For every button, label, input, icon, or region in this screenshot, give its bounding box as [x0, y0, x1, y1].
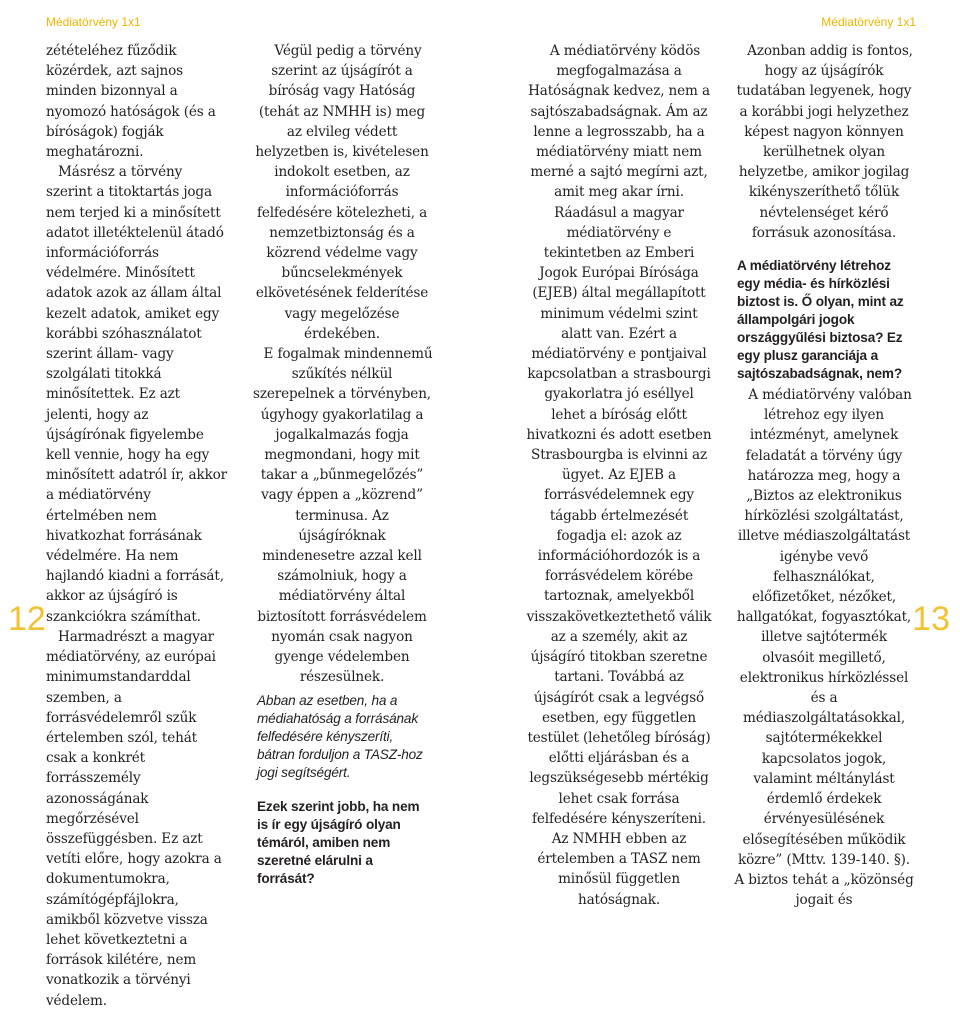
page-number-right: 13: [912, 600, 950, 638]
column-3: [526, 41, 712, 910]
running-head-right: Médiatörvény 1x1: [821, 15, 916, 29]
paragraph: E fogalmak mindennemű szűkítés nélkül szerepelnek a törvényben, úgyhogy gyakorlatilag a jogalkalmazás fogja megmondani, hogy mit takar a „bűnmegelőzés” vagy éppen a „közrend” terminusa. Az újságíróknak mindenesetre azzal kell számolniuk, hogy a médiatörvény által biztosított forrásvédelem nyomán csak nagyon gyenge védelemben részesülnek.: [253, 346, 433, 686]
running-head-left: Médiatörvény 1x1: [46, 15, 141, 29]
paragraph: zétételéhez fűződik közérdek, azt sajnos minden bizonnyal a nyomozó hatóságok (és a bíróságok) fogják meghatározni.: [46, 43, 216, 161]
column-4: [733, 41, 915, 910]
paragraph: A médiatörvény valóban létrehoz egy ilyen intézményt, amelynek feladatát a törvény úgy határozza meg, hogy a „Biztos az elektronikus hírközlési szolgáltatást, illetve médiaszolgáltatást igénybe vevő felhasználókat, előfizetőket, nézőket, hallgatókat, fogyasztókat, illetve sajtótermék olvasóit megillető, elektronikus hírközléssel és a médiaszolgáltatásokkal, sajtótermékekkel kapcsolatos jogok, valamint méltánylást érdemlő érdekek érvényesülésének elősegítésében működik közre” (Mttv. 139-140. §). A biztos tehát a „közönség jogait és: [734, 387, 914, 909]
column-2: [251, 41, 433, 888]
column-1: [46, 41, 228, 1011]
paragraph: A médiatörvény ködös megfogalmazása a Hatóságnak kedvez, nem a sajtószabadságnak. Ám az lenne a legrosszabb, ha a médiatörvény miatt nem merné a sajtó megírni azt, amit meg akar írni. Ráadásul a magyar médiatörvény e tekintetben az Emberi Jogok Európai Bírósága (EJEB) által megállapított minimum védelmi szint alatt van. Ezért a médiatörvény e pontjaival kapcsolatban a strasbourgi gyakorlatra jó eséllyel lehet a bíróság előtt hivatkozni és adott esetben Strasbourgba is elvinni az ügyet. Az EJEB a forrásvédelemnek egy tágabb értelmezését fogadja el: azok az információhordozók is a forrásvédelem körébe tartoznak, amelyekből visszakövetkeztethető válik az a személy, akit az újságíró titokban szeretne tartani. Továbbá az újságírót csak a legvégső esetben, egy független testület (lehetőleg bíróság) előtti eljárásban és a legszükségesebb mértékig lehet csak forrása felfedésére kényszeríteni. Az NMHH ebben az értelemben a TASZ nem minősül független hatóságnak.: [526, 43, 712, 908]
interview-question: A médiatörvény létrehoz egy média- és hírközlési biztost is. Ő olyan, mint az állampolgári jogok országgyűlési biztosa? Ez egy plusz garanciája a sajtószabadságnak, nem?: [737, 258, 904, 382]
paragraph: Másrész a törvény szerint a titoktartás joga nem terjed ki a minősített adatot illetéktelenül átadó információforrás védelmére. Minősített adatok azok az állam által kezelt adatok, amiket egy korábbi szóhasználatot szerint állam- vagy szolgálati titokká minősítettek. Ez azt jelenti, hogy az újságírónak figyelembe kell vennie, hogy ha egy minősített adatról ír, akkor a médiatörvény értelmében nem hivatkozhat forrásának védelmére. Ha nem hajlandó kiadni a forrását, akkor az újságíró is szankciókra számíthat.: [46, 164, 228, 625]
paragraph: Azonban addig is fontos, hogy az újságírók tudatában legyenek, hogy a korábbi jogi helyzethez képest nagyon könnyen kerülhetnek olyan helyzetbe, amikor jogilag kikényszeríthető tőlük névtelenséget kérő forrásuk azonosítása.: [736, 43, 913, 241]
paragraph: Harmadrészt a magyar médiatörvény, az európai minimumstandarddal szemben, a forrásvédelemről szűk értelemben szól, tehát csak a konkrét forrásszemély azonosságának megőrzésével összefüggésben. Ez azt vetíti előre, hogy azokra a dokumentumokra, számítógépfájlokra, amikből közvetve vissza lehet következtetni a források kilétére, nem vonatkozik a törvényi védelem.: [46, 628, 222, 1009]
page-number-left: 12: [8, 600, 46, 638]
highlight-quote: Abban az esetben, ha a médiahatóság a forrásának felfedésére kényszeríti, bátran forduljon a TASZ-hoz jogi segítségért.: [257, 692, 423, 780]
interview-question: Ezek szerint jobb, ha nem is ír egy újságíró olyan témáról, amiben nem szeretné elárulni a forrását?: [257, 798, 420, 886]
paragraph: Végül pedig a törvény szerint az újságírót a bíróság vagy Hatóság (tehát az NMHH is) meg az elvileg védett helyzetben is, kivételesen indokolt esetben, az információforrás felfedésére kötelezheti, a nemzetbiztonság és a közrend védelme vagy bűncselekmények elkövetésének felderítése vagy megelőzése érdekében.: [255, 43, 429, 342]
